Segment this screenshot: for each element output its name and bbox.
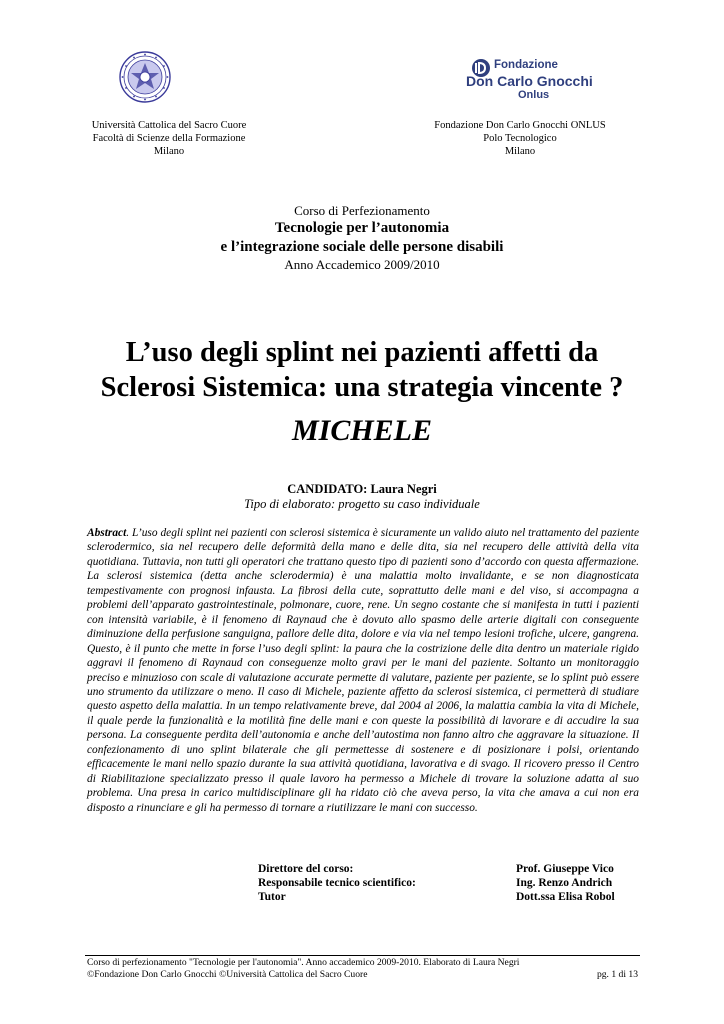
foundation-name: Fondazione Don Carlo Gnocchi ONLUS — [434, 120, 606, 131]
university-seal-icon — [119, 51, 171, 103]
abstract — [87, 526, 639, 815]
university-city: Milano — [153, 146, 185, 157]
footer-divider — [85, 955, 640, 956]
footer-copyright: ©Fondazione Don Carlo Gnocchi ©Università Cattolica del Sacro Cuore — [87, 969, 368, 980]
course-title-line1: Tecnologie per l’autonomia — [274, 220, 450, 236]
foundation-city: Milano — [504, 146, 536, 157]
staff-name-technical: Ing. Renzo Andrich — [516, 877, 613, 889]
staff-roles — [258, 862, 488, 904]
staff-names — [516, 862, 656, 904]
staff-role-technical: Responsabile tecnico scientifico: — [258, 877, 416, 889]
staff-role-tutor: Tutor — [258, 891, 286, 903]
staff-role-director: Direttore del corso: — [258, 863, 354, 875]
faculty-name: Facoltà di Scienze della Formazione — [92, 133, 246, 144]
foundation-logo-line3: Onlus — [518, 89, 550, 101]
footer-course-line: Corso di perfezionamento "Tecnologie per l'autonomia". Anno accademico 2009-2010. Elaborato di Laura Negri — [87, 957, 520, 968]
foundation-logo-line1: Fondazione — [494, 59, 558, 71]
course-title — [0, 219, 724, 257]
elaborate-type: Tipo di elaborato: progetto su caso individuale — [244, 497, 480, 511]
university-header — [64, 119, 274, 158]
document-title-line1: L’uso degli splint nei pazienti affetti da — [125, 337, 599, 368]
document-title — [0, 335, 724, 405]
foundation-department: Polo Tecnologico — [483, 133, 557, 144]
abstract-text: . L’uso degli splint nei pazienti con sclerosi sistemica è sicuramente un valido aiuto nel trattamento del paziente sclerodermico, sia nel recupero delle deformità della mano e delle dita, sia nel recupero delle attività della vita quotidiana. Tuttavia, non tutti gli operatori che trattano questo tipo di pazienti sono d’accordo con questa affermazione. La sclerosi sistemica (detta anche sclerodermia) è una malattia molto invalidante, e se non diagnosticata tempestivamente con prognosi infausta. La fibrosi della cute, soprattutto delle mani e del viso, si accompagna a problemi dell’apparato gastrointestinale, polmonare, cuore, rene. Un segno costante che si manifesta in tutti i pazienti con intensità variabile, è il fenomeno di Raynaud che è dovuto allo spasmo delle arterie digitali con conseguente diminuzione della perfusione sanguigna, pallore delle dita, dolore e via via nel tempo lesioni trofiche, ulcere, gangrena. Questo, è il punto che mette in forse l’uso degli splint: la paura che la costrizione delle dita dentro un materiale rigido aggravi il fenomeno di Raynaud con conseguenze molto gravi per le mani del paziente. Soltanto un monitoraggio preciso e minuzioso con scale di valutazione accurate permette di valutare, paziente per paziente, se lo splint può essere uno strumento da utilizzare o meno. Il caso di Michele, paziente affetto da sclerosi sistemica, ci permetterà di studiare questo aspetto della malattia. In un tempo relativamente breve, dal 2004 al 2006, la malattia cambia la vita di Michele, il quale perde la funzionalità e la motilità fine delle mani e con queste la possibilità di lavorare e di accudire la sua persona. La conseguente perdita dell’autonomia e anche dell’autostima non fanno altro che aggravare la situazione. Il confezionamento di uno splint bilaterale che gli permettesse di sostenere e di posizionare i polsi, orientando efficacemente le mani nello spazio durante la sua attività quotidiana, lavorativa e di svago. Il ricovero presso il Centro di Riabilitazione specializzato presso il quale lavoro ha permesso a Michele di trovare la soluzione adatta al suo problema. Una presa in carico multidisciplinare gli ha ridato ciò che aveva perso, la vita che amava a cui non era disposto a rinunciare e gli ha permesso di tornare a riutilizzare le mani con successo. — [87, 527, 639, 814]
foundation-logo — [466, 58, 606, 102]
page-number: pg. 1 di 13 — [596, 969, 638, 980]
university-name: Università Cattolica del Sacro Cuore — [91, 120, 247, 131]
course-title-line2: e l’integrazione sociale delle persone disabili — [220, 239, 504, 255]
document-title-line2: Sclerosi Sistemica: una strategia vincente ? — [100, 372, 624, 403]
candidate-name: CANDIDATO: Laura Negri — [287, 482, 437, 496]
document-subtitle: MICHELE — [291, 414, 433, 447]
foundation-header — [412, 119, 628, 158]
foundation-logo-line2: Don Carlo Gnocchi — [466, 73, 593, 89]
course-label: Corso di Perfezionamento — [294, 203, 430, 218]
academic-year: Anno Accademico 2009/2010 — [284, 257, 440, 272]
abstract-label: Abstract — [87, 527, 127, 539]
staff-name-director: Prof. Giuseppe Vico — [516, 863, 614, 875]
staff-name-tutor: Dott.ssa Elisa Robol — [516, 891, 615, 903]
